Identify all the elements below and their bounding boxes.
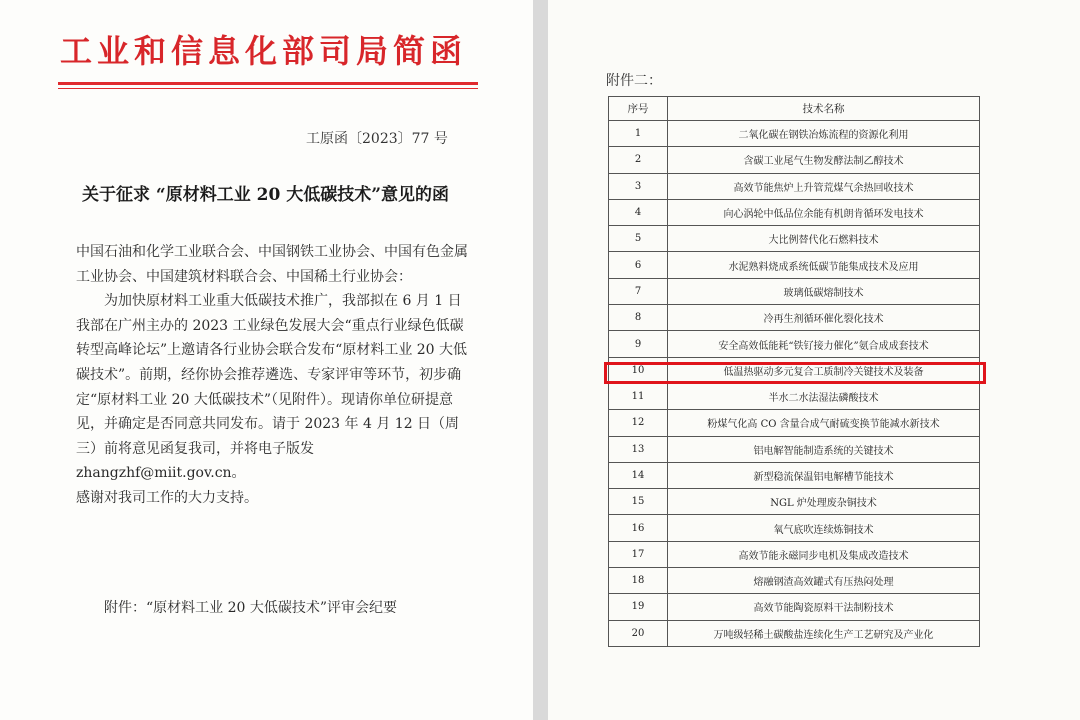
row-tech-name: 二氧化碳在钢铁冶炼流程的资源化利用 (668, 121, 980, 147)
row-tech-name: 高效节能陶瓷原料干法制粉技术 (668, 594, 980, 620)
addressees: 中国石油和化学工业联合会、中国钢铁工业协会、中国有色金属工业协会、中国建筑材料联合会、中国稀土行业协会： (76, 244, 468, 285)
annex-label: 附件二： (606, 73, 662, 89)
row-tech-name: 含碳工业尾气生物发酵法制乙醇技术 (668, 147, 980, 173)
table-row (609, 331, 980, 357)
row-tech-name: 大比例替代化石燃料技术 (668, 226, 980, 252)
table-row (609, 278, 980, 304)
row-number: 14 (609, 462, 668, 488)
row-tech-name: 低温热驱动多元复合工质制冷关键技术及装备 (668, 357, 980, 383)
row-tech-name: 高效节能焦炉上升管荒煤气余热回收技术 (668, 173, 980, 199)
table-row (609, 594, 980, 620)
table-row (609, 252, 980, 278)
table-row (609, 199, 980, 225)
header-tech-name: 技术名称 (668, 97, 980, 121)
table-row (609, 541, 980, 567)
letterhead-rule-thin (58, 88, 478, 89)
table-row (609, 515, 980, 541)
row-tech-name: 粉煤气化高 CO 含量合成气耐硫变换节能减水新技术 (668, 410, 980, 436)
row-number: 12 (609, 410, 668, 436)
row-number: 18 (609, 568, 668, 594)
table-row (609, 121, 980, 147)
attachment-note: 附件：“原材料工业 20 大低碳技术”评审会纪要 (104, 600, 398, 616)
table-row (609, 620, 980, 646)
row-tech-name: 万吨级轻稀土碳酸盐连续化生产工艺研究及产业化 (668, 620, 980, 646)
table-row (609, 173, 980, 199)
row-number: 2 (609, 147, 668, 173)
row-number: 9 (609, 331, 668, 357)
row-number: 6 (609, 252, 668, 278)
row-tech-name: 向心涡轮中低品位余能有机朗肯循环发电技术 (668, 199, 980, 225)
row-tech-name: 安全高效低能耗“铁钌接力催化”氨合成成套技术 (668, 331, 980, 357)
table-row (609, 568, 980, 594)
row-tech-name: 玻璃低碳熔制技术 (668, 278, 980, 304)
header-number: 序号 (609, 97, 668, 121)
row-tech-name: 水泥熟料烧成系统低碳节能集成技术及应用 (668, 252, 980, 278)
table-header-row (609, 97, 980, 121)
row-number: 19 (609, 594, 668, 620)
letter-page (0, 0, 533, 720)
table-row (609, 383, 980, 409)
table-row (609, 462, 980, 488)
row-tech-name: 熔融钢渣高效罐式有压热闷处理 (668, 568, 980, 594)
row-tech-name: 高效节能永磁同步电机及集成改造技术 (668, 541, 980, 567)
table-row (609, 226, 980, 252)
letter-body (76, 240, 471, 511)
row-number: 10 (609, 357, 668, 383)
row-number: 3 (609, 173, 668, 199)
row-number: 5 (609, 226, 668, 252)
main-paragraph: 为加快原材料工业重大低碳技术推广，我部拟在 6 月 1 日我部在广州主办的 2023 工业绿色发展大会“重点行业绿色低碳转型高峰论坛”上邀请各行业协会联合发布“原材料工业 20 大低碳技术”。前期，经你协会推荐遴选、专家评审等环节，初步确定“原材料工业 20 大低碳技术”（见附件）。现请你单位研提意见，并确定是否同意共同发布。请于 2023 年 4 月 12 日（周三）前将意见函复我司，并将电子版发 zhangzhf@miit.gov.cn。 (76, 293, 468, 482)
row-tech-name: NGL 炉处理废杂铜技术 (668, 489, 980, 515)
document-number: 工原函〔2023〕77 号 (306, 131, 448, 147)
row-number: 11 (609, 383, 668, 409)
row-tech-name: 冷再生剂循环催化裂化技术 (668, 305, 980, 331)
table-row (609, 436, 980, 462)
row-number: 4 (609, 199, 668, 225)
table-row (609, 305, 980, 331)
row-number: 15 (609, 489, 668, 515)
letterhead-title: 工业和信息化部司局简函 (60, 32, 468, 70)
table-row (609, 410, 980, 436)
row-number: 7 (609, 278, 668, 304)
row-tech-name: 半水二水法湿法磷酸技术 (668, 383, 980, 409)
row-number: 16 (609, 515, 668, 541)
table-row (609, 489, 980, 515)
row-number: 17 (609, 541, 668, 567)
row-number: 8 (609, 305, 668, 331)
highlight-box-row-10 (604, 362, 986, 384)
letterhead-rule-thick (58, 82, 478, 85)
row-number: 13 (609, 436, 668, 462)
row-tech-name: 氧气底吹连续炼铜技术 (668, 515, 980, 541)
row-tech-name: 新型稳流保温铝电解槽节能技术 (668, 462, 980, 488)
letter-title: 关于征求 “原材料工业 20 大低碳技术”意见的函 (82, 185, 449, 205)
row-tech-name: 铝电解智能制造系统的关键技术 (668, 436, 980, 462)
table-row (609, 147, 980, 173)
thanks-line: 感谢对我司工作的大力支持。 (76, 489, 258, 506)
row-number: 20 (609, 620, 668, 646)
row-number: 1 (609, 121, 668, 147)
